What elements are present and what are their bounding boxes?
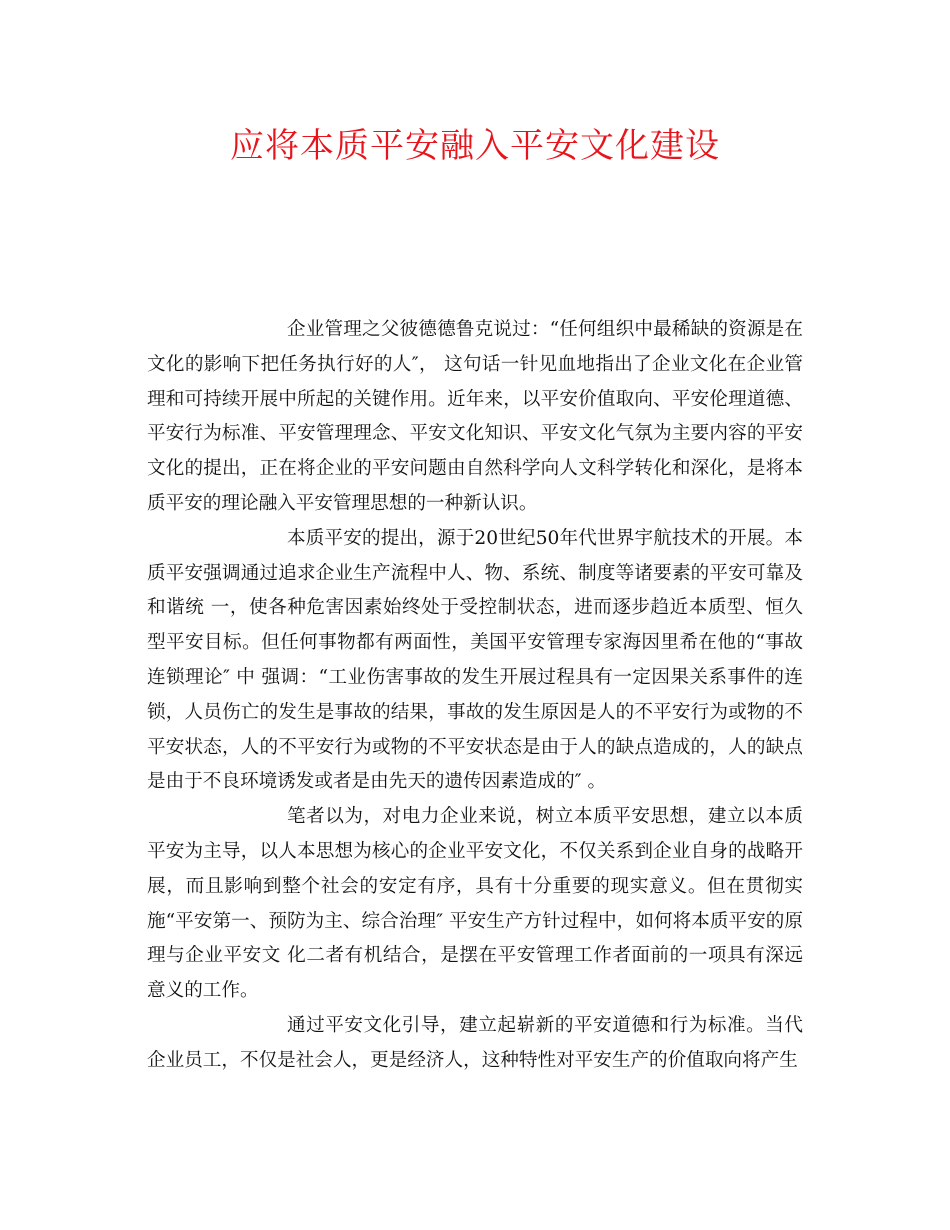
paragraph-2: 本质平安的提出，源于20世纪50年代世界宇航技术的开展。本质平安强调通过追求企业生产流程中人、物、系统、制度等诸要素的平安可靠及和谐统 一，使各种危害因素始终处于受控制状态，进而逐步趋近本质型、恒久型平安目标。但任何事物都有两面性，美国平安管理专家海因里希在他的“事故连锁理论″ 中 强调：“工业伤害事故的发生开展过程具有一定因果关系事件的连锁，人员伤亡的发生是事故的结果，事故的发生原因是人的不平安行为或物的不平安状态，人的不平安行为或物的不平安状态是由于人的缺点造成的，人的缺点是由于不良环境诱发或者是由先天的遗传因素造成的″ 。 — [147, 527, 803, 793]
document-title: 应将本质平安融入平安文化建设 — [230, 126, 720, 166]
document-body — [147, 313, 803, 1079]
paragraph-3: 笔者以为，对电力企业来说，树立本质平安思想，建立以本质平安为主导，以人本思想为核心的企业平安文化，不仅关系到企业自身的战略开展，而且影响到整个社会的安定有序，具有十分重要的现实意义。但在贯彻实施“平安第一、预防为主、综合治理″ 平安生产方针过程中，如何将本质平安的原理与企业平安文 化二者有机结合，是摆在平安管理工作者面前的一项具有深远意义的工作。 — [147, 806, 803, 1002]
paragraph-4: 通过平安文化引导，建立起崭新的平安道德和行为标准。当代企业员工，不仅是社会人，更是经济人，这种特性对平安生产的价值取向将产生 — [147, 1014, 803, 1071]
paragraph-1: 企业管理之父彼德德鲁克说过：“任何组织中最稀缺的资源是在文化的影响下把任务执行好的人″， 这句话一针见血地指出了企业文化在企业管理和可持续开展中所起的关键作用。近年来，以平安价值取向、平安伦理道德、平安行为标准、平安管理理念、平安文化知识、平安文化气氛为主要内容的平安文化的提出，正在将企业的平安问题由自然科学向人文科学转化和深化，是将本质平安的理论融入平安管理思想的一种新认识。 — [147, 319, 803, 514]
